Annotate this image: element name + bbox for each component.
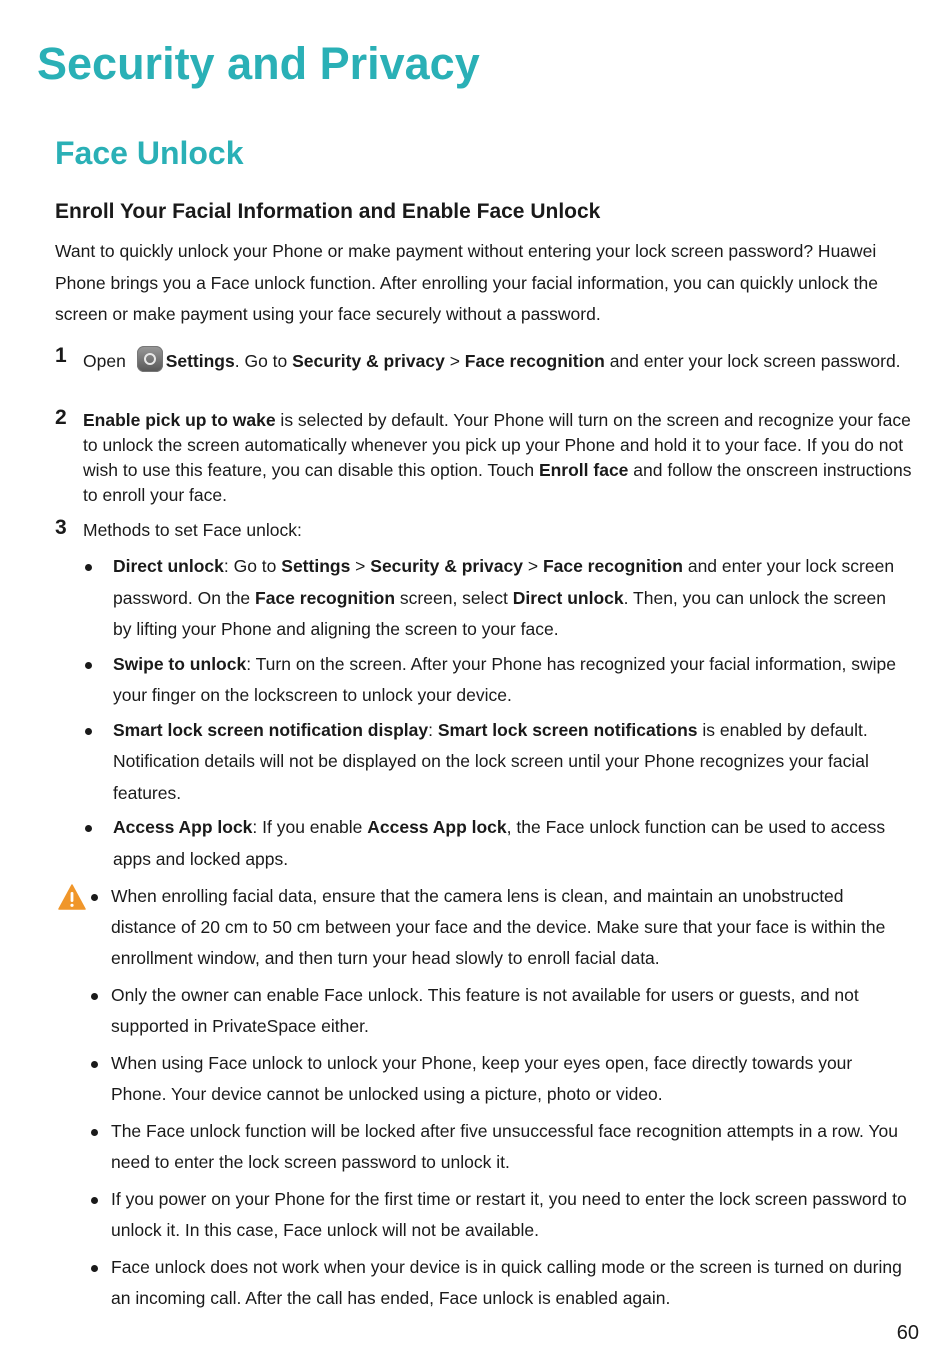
method-text: : Go to	[223, 556, 282, 576]
security-privacy-label: Security & privacy	[292, 351, 445, 371]
step-text-part: >	[444, 351, 465, 371]
step-number: 2	[55, 406, 67, 429]
settings-label: Settings	[165, 351, 235, 371]
list-item: The Face unlock function will be locked after five unsuccessful face recognition attempts in a row. You need to enter the lock screen password to unlock it.	[88, 1116, 910, 1178]
step-1	[55, 346, 917, 374]
step-text-part: . Go to	[234, 351, 293, 371]
method-text: screen, select	[395, 587, 513, 608]
step-3	[55, 518, 917, 543]
enable-pick-up-label: Enable pick up to wake	[83, 410, 276, 430]
method-name: Swipe to unlock	[113, 653, 247, 674]
method-bold-text: Face recognition	[542, 556, 683, 576]
step-text	[83, 346, 917, 374]
method-text: , the Face unlock function can be used to access apps and locked apps.	[113, 817, 886, 869]
enroll-face-label: Enroll face	[538, 460, 629, 480]
method-text: . Then, you can unlock the screen by lifting your Phone and aligning the screen to your face.	[113, 587, 886, 639]
list-item: If you power on your Phone for the first time or restart it, you need to enter the lock screen password to unlock it. In this case, Face unlock will not be available.	[88, 1184, 910, 1246]
list-item: When enrolling facial data, ensure that the camera lens is clean, and maintain an unobstructed distance of 20 cm to 50 cm between your face and the device. Make sure that your face is within the enrollment window, and then turn your head slowly to enroll facial data.	[88, 881, 910, 975]
step-text-part: and enter your lock screen password.	[604, 351, 901, 371]
unlock-methods-list	[83, 551, 908, 878]
step-text: Methods to set Face unlock:	[83, 520, 302, 540]
list-item	[83, 551, 908, 646]
method-text: >	[522, 556, 543, 576]
intro-paragraph: Want to quickly unlock your Phone or make payment without entering your lock screen password? Huawei Phone brings you a Face unlock function. After enrolling your facial information, you can quickly unlock the screen or make payment using your face securely without a password.	[55, 241, 878, 324]
method-text: : Turn on the screen. After your Phone has recognized your facial information, swipe your finger on the lockscreen to unlock your device.	[113, 653, 897, 705]
list-item	[83, 715, 908, 810]
step-number: 1	[55, 344, 67, 367]
list-item	[83, 649, 908, 712]
list-item: Face unlock does not work when your device is in quick calling mode or the screen is turned on during an incoming call. After the call has ended, Face unlock is enabled again.	[88, 1252, 910, 1314]
method-name: Smart lock screen notification display	[113, 719, 429, 740]
step-text-part: is selected by default. Your Phone will turn on the screen and recognize your face to unlock the screen automatically whenever you pick up your Phone and hold it to your face. If you do not wish to use this feature, you can disable this option. Touch	[83, 410, 911, 480]
list-item: Only the owner can enable Face unlock. This feature is not available for users or guests, and not supported in PrivateSpace either.	[88, 980, 910, 1042]
step-text-part: and follow the onscreen instructions to enroll your face.	[83, 460, 912, 505]
warning-notes-list	[88, 881, 910, 1320]
method-bold-text: Direct unlock	[512, 587, 624, 608]
list-item: When using Face unlock to unlock your Phone, keep your eyes open, face directly towards your Phone. Your device cannot be unlocked using a picture, photo or video.	[88, 1048, 910, 1110]
step-text-part: Open	[83, 351, 131, 371]
face-recognition-label: Face recognition	[464, 351, 605, 371]
step-number: 3	[55, 516, 67, 539]
settings-icon	[137, 346, 163, 372]
chapter-title: Security and Privacy	[37, 38, 480, 89]
method-bold-text: Settings	[281, 556, 351, 576]
method-text: is enabled by default. Notification details will not be displayed on the lock screen until your Phone recognizes your facial features.	[113, 719, 869, 803]
method-text: : If you enable	[252, 817, 368, 837]
method-bold-text: Face recognition	[255, 587, 396, 608]
method-text: and enter your lock screen password. On the	[113, 556, 895, 608]
section-title: Face Unlock	[55, 135, 244, 171]
page-number: 60	[896, 1322, 919, 1344]
method-text: >	[350, 556, 371, 576]
list-item	[83, 812, 908, 875]
method-name: Access App lock	[113, 817, 253, 837]
method-bold-text: Access App lock	[367, 817, 507, 837]
subsection-title: Enroll Your Facial Information and Enable Face Unlock	[55, 200, 601, 223]
step-text	[83, 408, 917, 508]
method-bold-text: Security & privacy	[370, 556, 523, 576]
warning-icon	[58, 884, 86, 910]
method-text: :	[428, 719, 438, 740]
method-bold-text: Smart lock screen notifications	[437, 719, 698, 740]
method-name: Direct unlock	[113, 556, 224, 576]
step-2	[55, 408, 917, 508]
